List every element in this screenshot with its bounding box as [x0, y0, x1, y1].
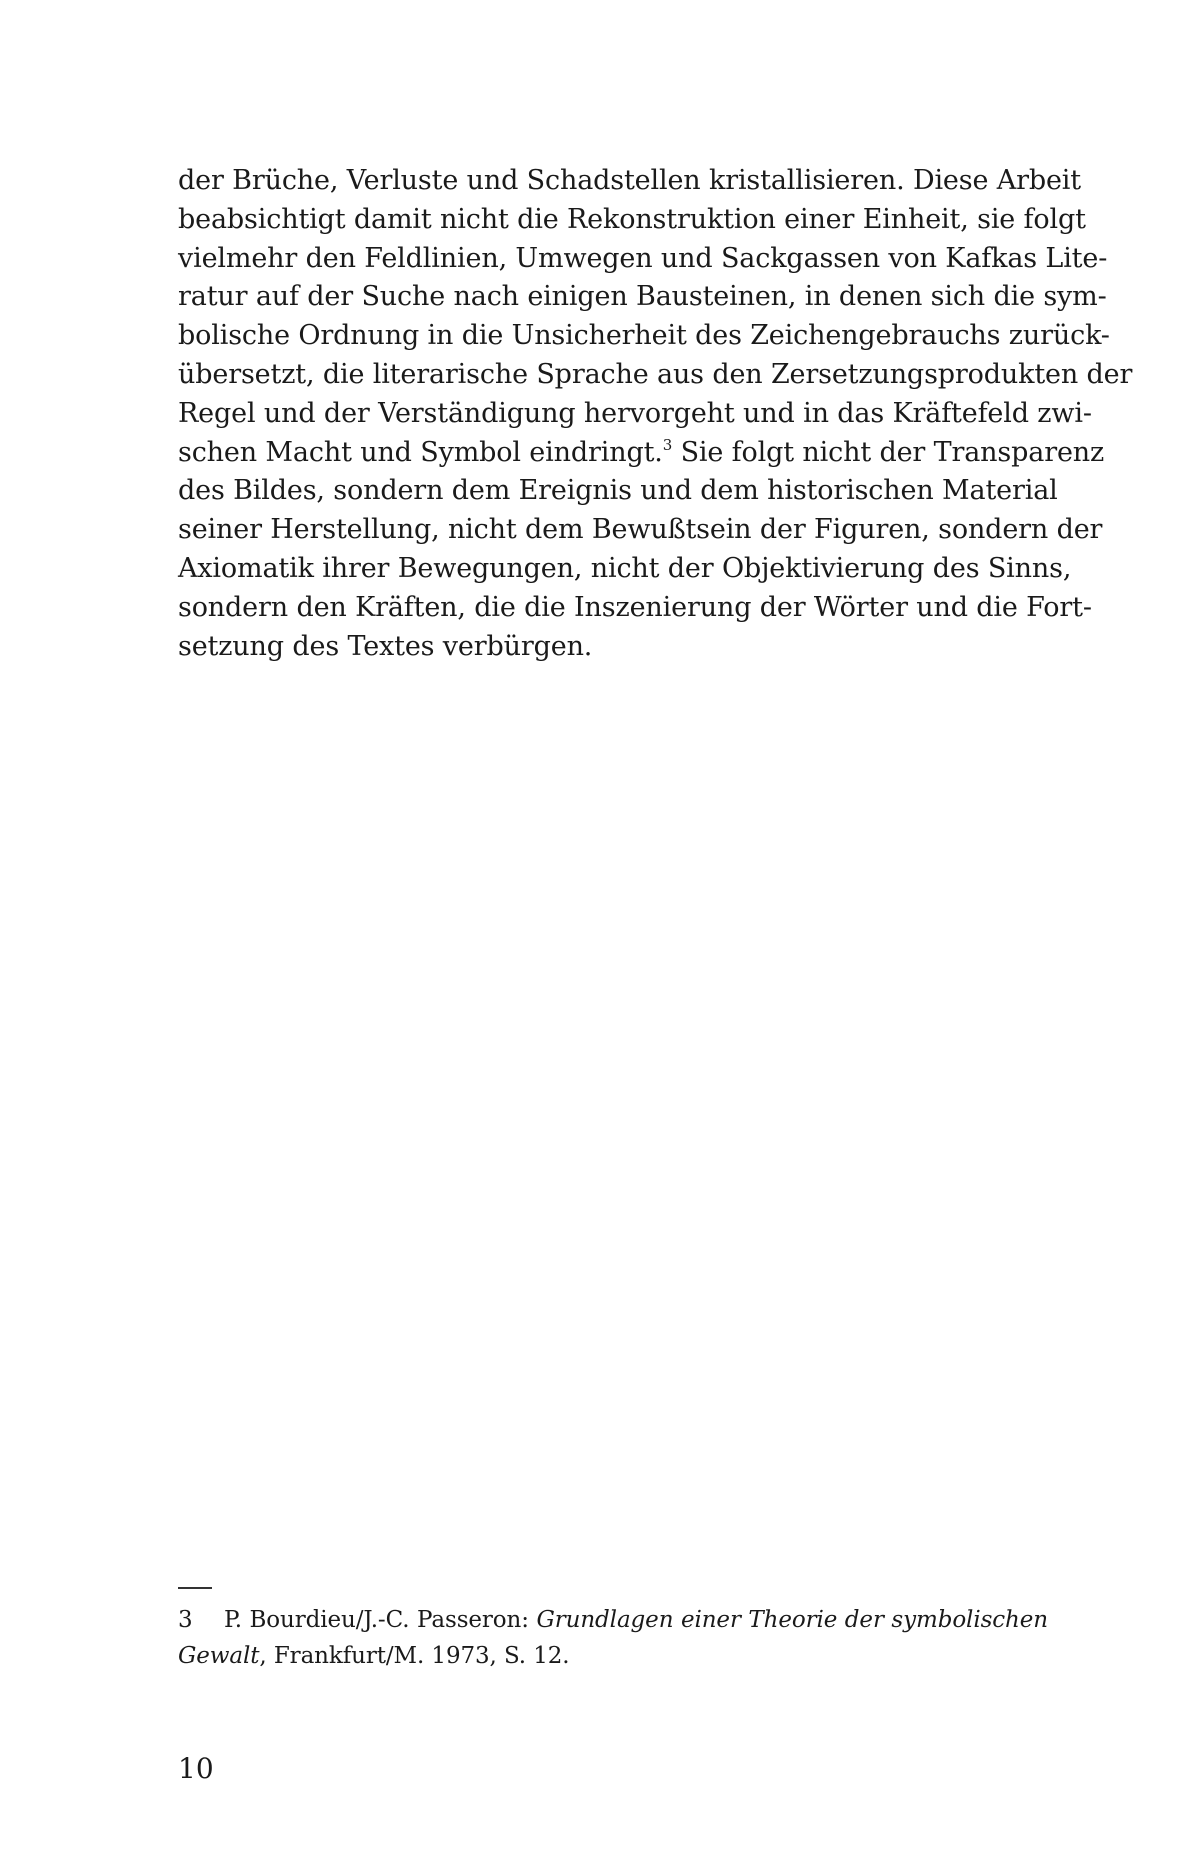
- footnote-authors: P. Bourdieu/J.-C. Passeron:: [224, 1607, 537, 1633]
- text-line: sondern den Kräften, die die Inszenierung der Wörter und die Fort-: [178, 591, 1092, 623]
- text-line: Axiomatik ihrer Bewegungen, nicht der Objektivierung des Sinns,: [178, 552, 1072, 584]
- footnote-separator: [178, 1587, 212, 1589]
- footnote-title: Grundlagen einer Theorie der symbolischen: [536, 1607, 1048, 1633]
- footnote-number: 3: [178, 1607, 193, 1633]
- text-line: vielmehr den Feldlinien, Umwegen und Sackgassen von Kafkas Lite-: [178, 242, 1108, 274]
- text-segment: Sie folgt nicht der Transparenz: [672, 436, 1105, 468]
- body-text: [178, 162, 1133, 666]
- text-line: seiner Herstellung, nicht dem Bewußtsein der Figuren, sondern der: [178, 514, 1103, 546]
- page-number: 10: [178, 1752, 214, 1785]
- text-line-with-footnote-ref: [178, 434, 1105, 473]
- footnote-line: [178, 1602, 1048, 1638]
- footnote-line: [178, 1638, 1048, 1674]
- text-line: des Bildes, sondern dem Ereignis und dem historischen Material: [178, 475, 1058, 507]
- text-line: setzung des Textes verbürgen.: [178, 630, 593, 662]
- text-line: bolische Ordnung in die Unsicherheit des Zeichengebrauchs zurück-: [178, 320, 1110, 352]
- footnote-title: Gewalt: [178, 1643, 260, 1669]
- footnote-reference: 3: [662, 435, 673, 454]
- text-line: übersetzt, die literarische Sprache aus den Zersetzungsprodukten der: [178, 358, 1133, 390]
- footnote-publication: , Frankfurt/M. 1973, S. 12.: [259, 1643, 570, 1669]
- text-line: Regel und der Verständigung hervorgeht und in das Kräftefeld zwi-: [178, 397, 1092, 429]
- text-segment: schen Macht und Symbol eindringt.: [178, 436, 663, 468]
- text-line: beabsichtigt damit nicht die Rekonstruktion einer Einheit, sie folgt: [178, 203, 1086, 235]
- text-line: ratur auf der Suche nach einigen Bausteinen, in denen sich die sym-: [178, 281, 1107, 313]
- footnote: [178, 1602, 1048, 1674]
- text-line: der Brüche, Verluste und Schadstellen kristallisieren. Diese Arbeit: [178, 165, 1081, 196]
